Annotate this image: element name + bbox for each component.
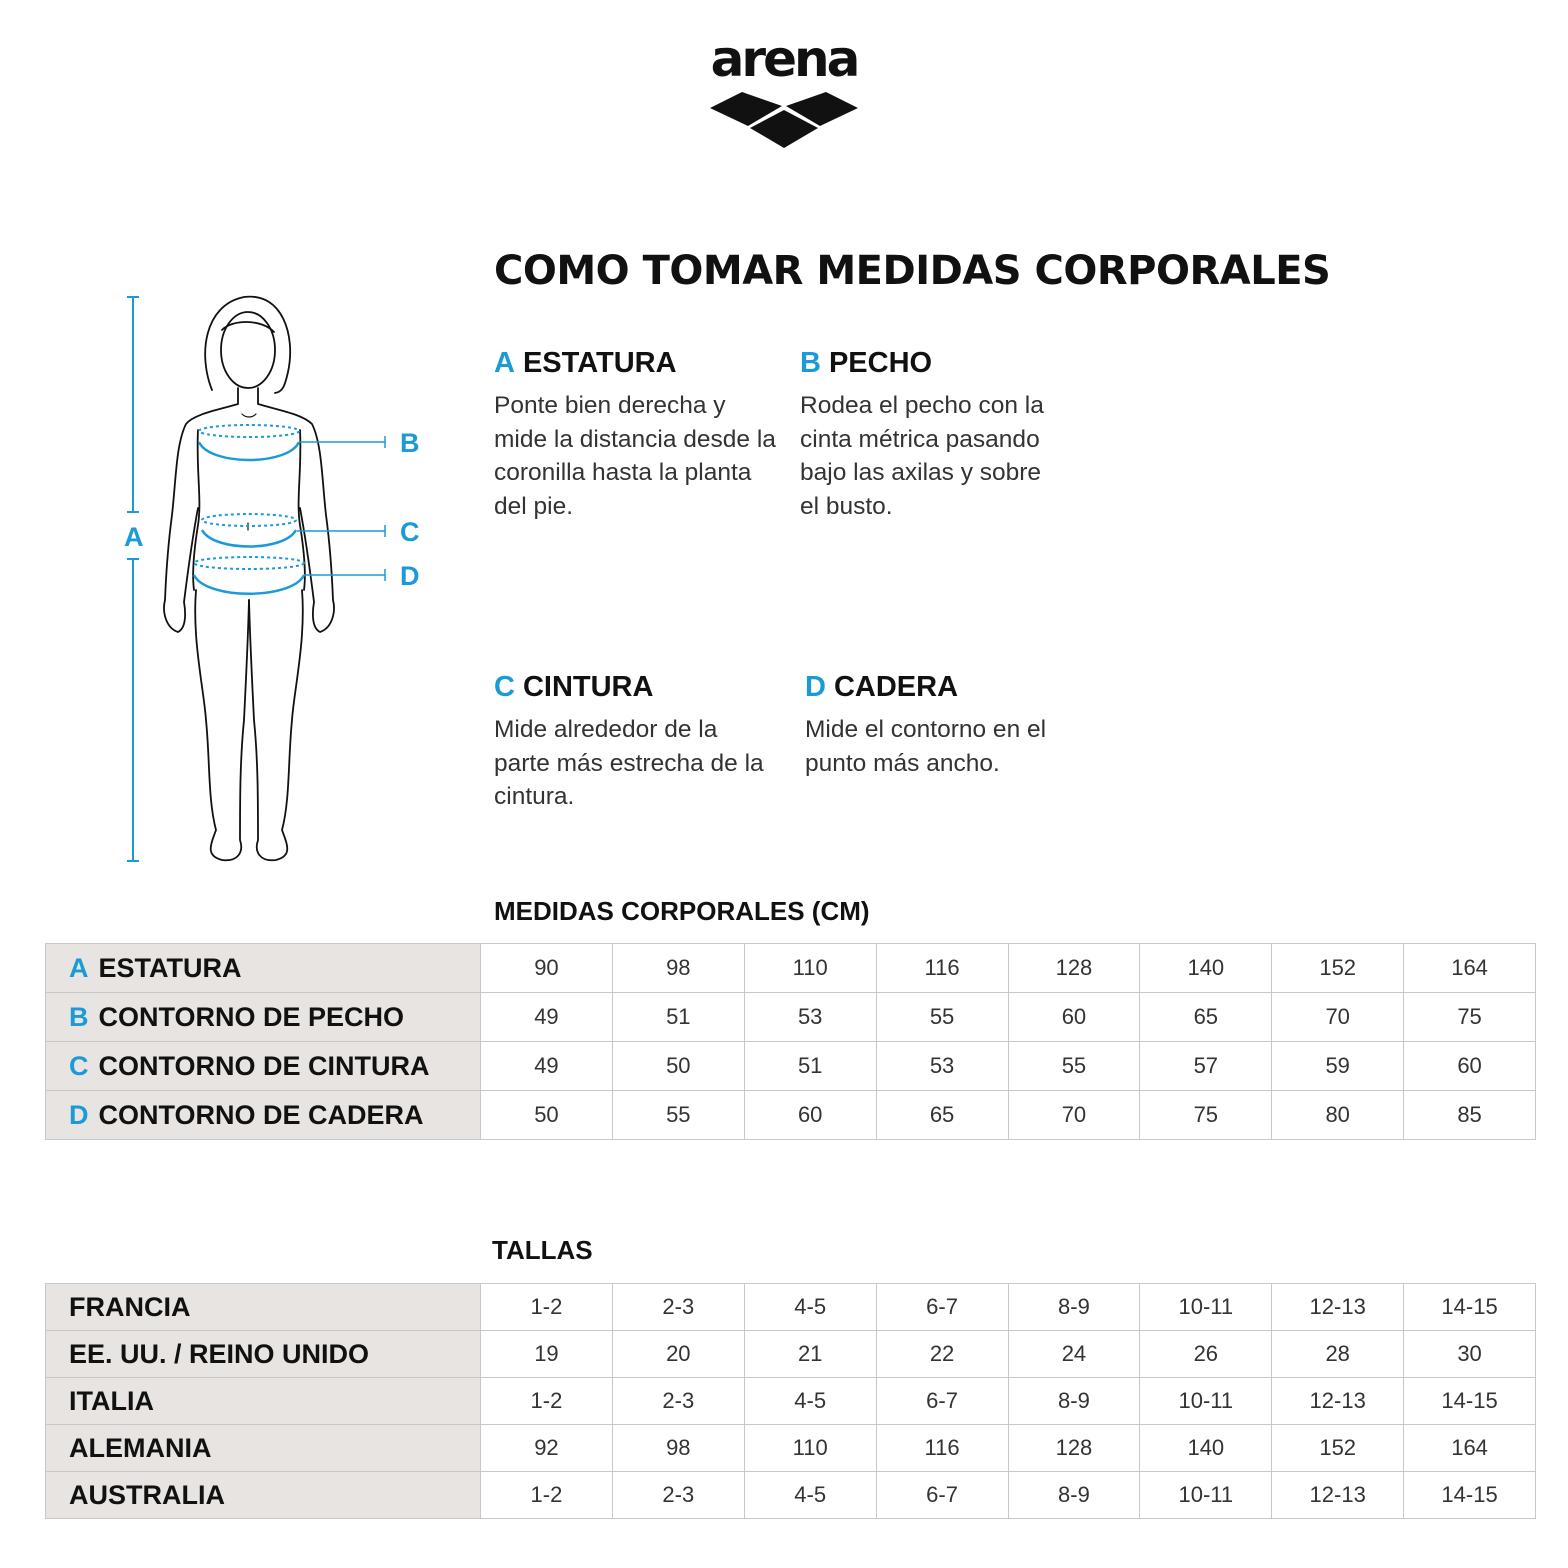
table-cell: 49 [481,1042,613,1091]
instruction-text: Rodea el pecho con la cinta métrica pasando bajo las axilas y sobre el busto. [800,392,1044,520]
table-cell: 98 [612,1425,744,1472]
table-row [46,993,1536,1042]
table-cell: 110 [744,1425,876,1472]
instruction-heading: D CADERA [805,671,959,703]
row-label-text: ALEMANIA [69,1432,212,1463]
table-cell: 6-7 [876,1472,1008,1519]
table-cell: 19 [481,1331,613,1378]
row-label-text: EE. UU. / REINO UNIDO [69,1338,370,1369]
row-label [46,944,481,993]
row-label [46,1284,481,1331]
table-cell: 92 [481,1425,613,1472]
table-cell: 2-3 [612,1284,744,1331]
measurements-table [45,943,1536,1140]
table-cell: 50 [612,1042,744,1091]
row-label [46,1091,481,1140]
row-label-text: FRANCIA [69,1291,191,1322]
table-cell: 75 [1404,993,1536,1042]
table-cell: 60 [744,1091,876,1140]
table-row [46,1091,1536,1140]
table-cell: 50 [481,1091,613,1140]
row-label [46,1331,481,1378]
table-cell: 53 [876,1042,1008,1091]
table-cell: 51 [612,993,744,1042]
table-cell: 30 [1404,1331,1536,1378]
table-cell: 55 [876,993,1008,1042]
instruction-height [494,343,784,523]
measurement-diagram [100,290,440,870]
row-label-text: CONTORNO DE PECHO [98,1001,405,1032]
table-cell: 70 [1272,993,1404,1042]
table-cell: 1-2 [481,1378,613,1425]
brand-logo [706,30,862,154]
table-cell: 128 [1008,944,1140,993]
table-cell: 164 [1404,944,1536,993]
table-cell: 60 [1404,1042,1536,1091]
table-cell: 85 [1404,1091,1536,1140]
table-cell: 116 [876,944,1008,993]
table-cell: 55 [1008,1042,1140,1091]
tape-measure-icon [194,425,385,594]
table-cell: 4-5 [744,1284,876,1331]
brand-wordmark: arena [710,30,858,88]
row-letter: B [69,1001,89,1032]
row-label-text: CONTORNO DE CINTURA [98,1050,430,1081]
row-label [46,1378,481,1425]
row-letter: D [69,1099,89,1130]
row-label-text: ITALIA [69,1385,154,1416]
instruction-chest [800,343,1050,523]
table-cell: 57 [1140,1042,1272,1091]
table-cell: 60 [1008,993,1140,1042]
row-letter: A [69,952,89,983]
sizes-table [45,1283,1536,1519]
table-cell: 140 [1140,1425,1272,1472]
instruction-heading: C CINTURA [494,671,654,703]
table-cell: 55 [612,1091,744,1140]
row-label [46,1472,481,1519]
table-cell: 128 [1008,1425,1140,1472]
table-cell: 164 [1404,1425,1536,1472]
table-cell: 4-5 [744,1472,876,1519]
instruction-hip [805,667,1065,780]
table-cell: 20 [612,1331,744,1378]
table-cell: 65 [1140,993,1272,1042]
table-row [46,1284,1536,1331]
page-title: COMO TOMAR MEDIDAS CORPORALES [494,248,1331,294]
table-cell: 116 [876,1425,1008,1472]
marker-a: A [124,522,144,552]
table-cell: 10-11 [1140,1378,1272,1425]
measurements-title: MEDIDAS CORPORALES (CM) [494,896,870,926]
table-cell: 8-9 [1008,1472,1140,1519]
table-cell: 24 [1008,1331,1140,1378]
table-row [46,1472,1536,1519]
instruction-heading: B PECHO [800,347,933,379]
row-label-text: CONTORNO DE CADERA [98,1099,424,1130]
table-cell: 21 [744,1331,876,1378]
table-row [46,944,1536,993]
table-cell: 6-7 [876,1284,1008,1331]
row-label [46,993,481,1042]
table-cell: 98 [612,944,744,993]
table-cell: 90 [481,944,613,993]
table-cell: 2-3 [612,1378,744,1425]
table-cell: 49 [481,993,613,1042]
instruction-text: Ponte bien derecha y mide la distancia desde la coronilla hasta la planta del pie. [494,392,776,520]
table-row [46,1378,1536,1425]
table-cell: 70 [1008,1091,1140,1140]
row-label [46,1042,481,1091]
table-cell: 140 [1140,944,1272,993]
table-row [46,1331,1536,1378]
table-cell: 6-7 [876,1378,1008,1425]
table-cell: 1-2 [481,1284,613,1331]
table-cell: 14-15 [1404,1472,1536,1519]
marker-c: C [400,517,420,547]
table-cell: 8-9 [1008,1378,1140,1425]
row-letter: C [69,1050,89,1081]
table-cell: 152 [1272,944,1404,993]
instruction-text: Mide el contorno en el punto más ancho. [805,716,1047,777]
table-cell: 14-15 [1404,1378,1536,1425]
arena-diamonds-icon [706,88,862,150]
table-cell: 65 [876,1091,1008,1140]
table-cell: 1-2 [481,1472,613,1519]
table-cell: 2-3 [612,1472,744,1519]
table-cell: 75 [1140,1091,1272,1140]
sizes-title: TALLAS [492,1235,593,1265]
table-cell: 80 [1272,1091,1404,1140]
marker-b: B [400,428,420,458]
table-cell: 22 [876,1331,1008,1378]
instruction-text: Mide alrededor de la parte más estrecha de la cintura. [494,716,764,811]
table-cell: 10-11 [1140,1284,1272,1331]
table-cell: 10-11 [1140,1472,1272,1519]
row-label-text: AUSTRALIA [69,1479,225,1510]
instruction-waist [494,667,774,814]
table-cell: 26 [1140,1331,1272,1378]
table-cell: 51 [744,1042,876,1091]
table-cell: 4-5 [744,1378,876,1425]
table-row [46,1042,1536,1091]
table-cell: 12-13 [1272,1378,1404,1425]
table-cell: 12-13 [1272,1284,1404,1331]
instruction-heading: A ESTATURA [494,347,677,379]
height-ruler-icon [127,297,139,861]
table-cell: 12-13 [1272,1472,1404,1519]
table-cell: 59 [1272,1042,1404,1091]
marker-d: D [400,561,420,591]
table-cell: 110 [744,944,876,993]
table-cell: 28 [1272,1331,1404,1378]
child-figure-icon [100,290,440,870]
row-label-text: ESTATURA [98,952,242,983]
table-cell: 53 [744,993,876,1042]
row-label [46,1425,481,1472]
table-cell: 152 [1272,1425,1404,1472]
table-cell: 8-9 [1008,1284,1140,1331]
table-cell: 14-15 [1404,1284,1536,1331]
table-row [46,1425,1536,1472]
